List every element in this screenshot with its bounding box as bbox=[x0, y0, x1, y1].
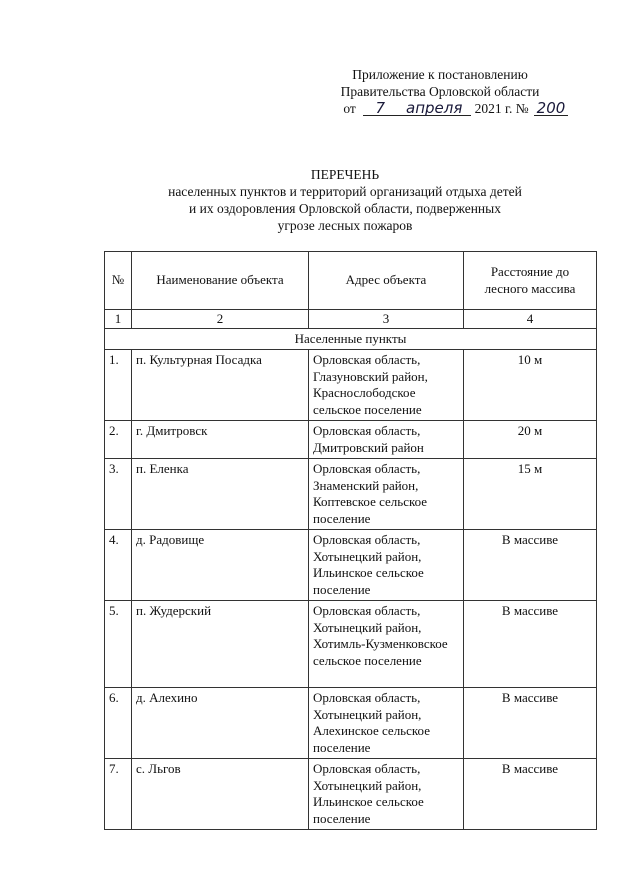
row-address: Орловская область, Хотынецкий район, Ильинское сельское поселение bbox=[309, 530, 464, 601]
table-row bbox=[105, 459, 597, 530]
table-header-row bbox=[105, 252, 597, 310]
row-name: п. Культурная Посадка bbox=[132, 350, 309, 421]
row-address: Орловская область, Дмитровский район bbox=[309, 421, 464, 459]
table-row bbox=[105, 601, 597, 688]
row-num: 2. bbox=[105, 421, 132, 459]
appendix-line-2: Правительства Орловской области bbox=[340, 84, 540, 99]
year-label: 2021 г. № bbox=[474, 101, 529, 116]
row-distance: В массиве bbox=[464, 759, 597, 830]
from-label: от bbox=[343, 101, 356, 116]
header-num: № bbox=[105, 252, 132, 310]
row-num: 4. bbox=[105, 530, 132, 601]
title-heading: ПЕРЕЧЕНЬ bbox=[310, 167, 380, 182]
row-name: п. Жудерский bbox=[132, 601, 309, 688]
row-distance: В массиве bbox=[464, 688, 597, 759]
index-cell: 1 bbox=[105, 310, 132, 329]
appendix-line-1: Приложение к постановлению bbox=[352, 67, 528, 82]
row-distance: 15 м bbox=[464, 459, 597, 530]
row-name: г. Дмитровск bbox=[132, 421, 309, 459]
header-distance: Расстояние до лесного массива bbox=[464, 252, 597, 310]
index-cell: 3 bbox=[309, 310, 464, 329]
row-num: 6. bbox=[105, 688, 132, 759]
index-cell: 2 bbox=[132, 310, 309, 329]
row-address: Орловская область, Хотынецкий район, Алехинское сельское поселение bbox=[309, 688, 464, 759]
header-address: Адрес объекта bbox=[309, 252, 464, 310]
row-address: Орловская область, Знаменский район, Коптевское сельское поселение bbox=[309, 459, 464, 530]
row-name: д. Радовище bbox=[132, 530, 309, 601]
header-name: Наименование объекта bbox=[132, 252, 309, 310]
row-num: 3. bbox=[105, 459, 132, 530]
section-title: Населенные пункты bbox=[105, 329, 597, 350]
table-row bbox=[105, 350, 597, 421]
table-row bbox=[105, 688, 597, 759]
row-num: 1. bbox=[105, 350, 132, 421]
settlements-table bbox=[104, 251, 597, 830]
document-title bbox=[100, 166, 590, 234]
table-row bbox=[105, 421, 597, 459]
table-row bbox=[105, 530, 597, 601]
row-address: Орловская область, Хотынецкий район, Хотимль-Кузменковское сельское поселение bbox=[309, 601, 464, 688]
title-line-2: и их оздоровления Орловской области, подверженных bbox=[189, 201, 501, 216]
row-name: п. Еленка bbox=[132, 459, 309, 530]
table-index-row bbox=[105, 310, 597, 329]
handwritten-day: 7 bbox=[363, 101, 397, 116]
row-name: д. Алехино bbox=[132, 688, 309, 759]
title-line-3: угрозе лесных пожаров bbox=[277, 218, 413, 233]
appendix-date-line bbox=[308, 100, 568, 117]
row-num: 5. bbox=[105, 601, 132, 688]
appendix-note bbox=[310, 66, 570, 117]
table-row bbox=[105, 759, 597, 830]
handwritten-number: 200 bbox=[534, 101, 568, 116]
row-distance: 10 м bbox=[464, 350, 597, 421]
row-name: с. Льгов bbox=[132, 759, 309, 830]
row-distance: 20 м bbox=[464, 421, 597, 459]
handwritten-month: апреля bbox=[397, 101, 471, 116]
table-section-row bbox=[105, 329, 597, 350]
row-address: Орловская область, Глазуновский район, Краснослободское сельское поселение bbox=[309, 350, 464, 421]
row-num: 7. bbox=[105, 759, 132, 830]
row-address: Орловская область, Хотынецкий район, Ильинское сельское поселение bbox=[309, 759, 464, 830]
title-line-1: населенных пунктов и территорий организаций отдыха детей bbox=[168, 184, 522, 199]
row-distance: В массиве bbox=[464, 530, 597, 601]
index-cell: 4 bbox=[464, 310, 597, 329]
row-distance: В массиве bbox=[464, 601, 597, 688]
